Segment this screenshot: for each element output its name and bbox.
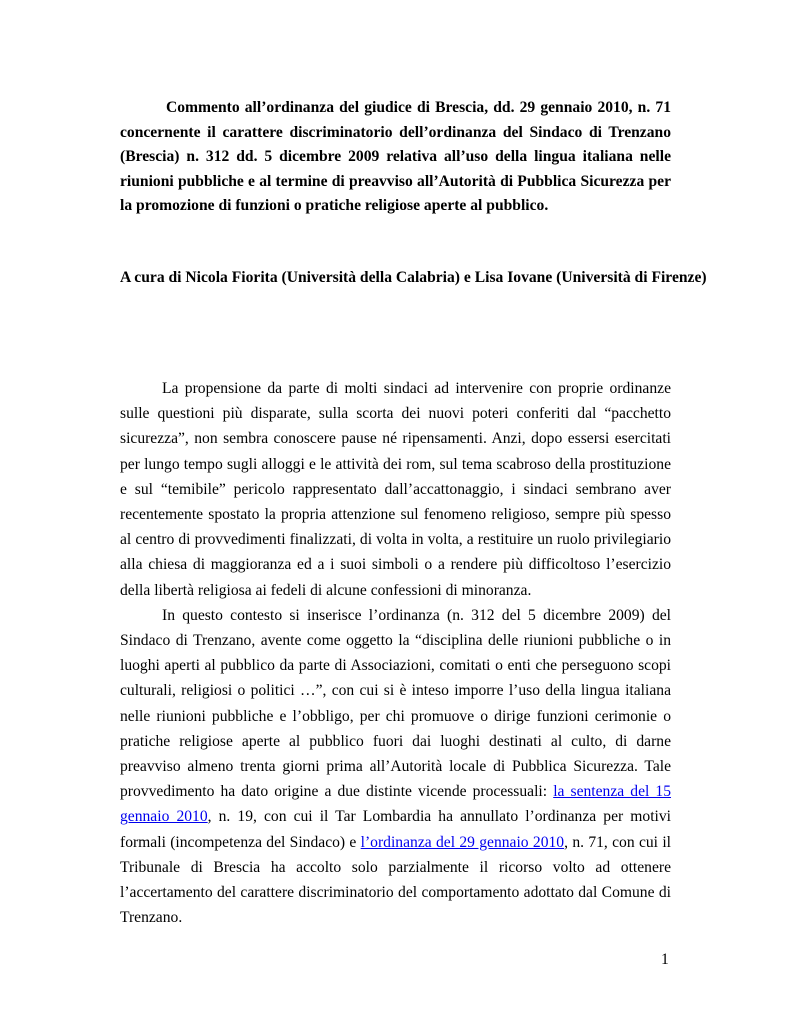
paragraph-2-text-a: In questo contesto si inserisce l’ordinanza (n. 312 del 5 dicembre 2009) del Sindaco di Trenzano, avente come oggetto la “disciplina delle riunioni pubbliche o in luoghi aperti al pubblico da parte di Associazioni, comitati o enti che perseguono scopi culturali, religiosi o politici …”, con cui si è inteso imporre l’uso della lingua italiana nelle riunioni pubbliche e l’obbligo, per chi promuove o dirige funzioni cerimonie o pratiche religiose aperte al pubblico fuori dai luoghi destinati al culto, di darne preavviso almeno trenta giorni prima all’Autorità locale di Pubblica Sicurezza. Tale provvedimento ha dato origine a due distinte vicende processuali: [120, 606, 671, 801]
document-title: Commento all’ordinanza del giudice di Brescia, dd. 29 gennaio 2010, n. 71 concernente il carattere discriminatorio dell’ordinanza del Sindaco di Trenzano (Brescia) n. 312 dd. 5 dicembre 2009 relativa all’uso della lingua italiana nelle riunioni pubbliche e al termine di preavviso all’Autorità di Pubblica Sicurezza per la promozione di funzioni o pratiche religiose aperte al pubblico. [120, 99, 671, 215]
document-authors: A cura di Nicola Fiorita (Università della Calabria) e Lisa Iovane (Università di Firenze) [120, 269, 707, 286]
link-ordinanza-29-gennaio[interactable]: l’ordinanza del 29 gennaio 2010 [360, 833, 565, 851]
paragraph-2-text-c: , n. 71, con cui il Tribunale di Brescia ha accolto solo parzialmente il ricorso volto ad ottenere l’accertamento del carattere discriminatorio del comportamento adottato dal Comune di Trenzano. [120, 833, 671, 927]
page-number: 1 [661, 951, 669, 968]
document-body [120, 376, 671, 930]
paragraph-2 [120, 603, 671, 931]
paragraph-1: La propensione da parte di molti sindaci ad intervenire con proprie ordinanze sulle questioni più disparate, sulla scorta dei nuovi poteri conferiti dal “pacchetto sicurezza”, non sembra conoscere pause né ripensamenti. Anzi, dopo essersi esercitati per lungo tempo sugli alloggi e le attività dei rom, sul tema scabroso della prostituzione e sul “temibile” pericolo rappresentato dall’accattonaggio, i sindaci sembrano aver recentemente spostato la propria attenzione sul fenomeno religioso, sempre più spesso al centro di provvedimenti finalizzati, di volta in volta, a restituire un ruolo privilegiario alla chiesa di maggioranza ed a i suoi simboli o a rendere più difficoltoso l’esercizio della libertà religiosa ai fedeli di alcune confessioni di minoranza. [120, 380, 671, 599]
paragraph-2-text-b: , n. 19, con cui il Tar Lombardia ha annullato l’ordinanza per motivi formali (incompetenza del Sindaco) e [120, 808, 671, 851]
link-sentenza-15-gennaio[interactable]: la sentenza del 15 gennaio 2010 [120, 783, 672, 826]
